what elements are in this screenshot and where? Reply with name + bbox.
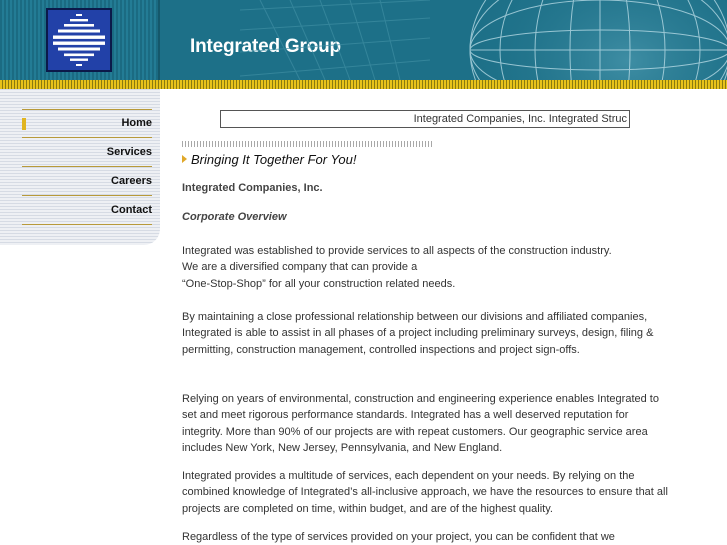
paragraph-line: “One-Stop-Shop” for all your construction related needs.	[182, 277, 456, 290]
grid-graphic-icon	[240, 0, 430, 80]
nav-item-label: Contact	[111, 204, 152, 216]
nav-item-services[interactable]	[22, 139, 152, 167]
paragraph-services: Integrated provides a multitude of services, each dependent on your needs. By relying on the combined knowledge of Integrated’s all-inclusive approach, we have the resources to ensure that all projects are completed on time, within budget, and are of the highest quality.	[182, 470, 668, 515]
company-logo[interactable]	[46, 8, 112, 72]
paragraph-quality: Regardless of the type of services provided on your project, you can be confident that we	[182, 531, 615, 543]
nav-item-contact[interactable]	[22, 197, 152, 225]
paragraph-line: Integrated was established to provide services to all aspects of the construction industry.	[182, 245, 612, 257]
news-ticker[interactable]: Integrated Companies, Inc. Integrated Struc	[220, 110, 630, 128]
site-title: Integrated Group	[190, 36, 341, 57]
left-nav	[0, 89, 160, 245]
nav-item-label: Services	[106, 146, 152, 158]
tagline	[182, 152, 357, 167]
nav-item-label: Careers	[111, 175, 152, 187]
paragraph-line: We are a diversified company that can provide a	[182, 261, 418, 274]
tagline-text: Bringing It Together For You!	[191, 152, 357, 167]
active-marker-icon	[22, 118, 26, 130]
company-name: Integrated Companies, Inc.	[182, 182, 323, 194]
site-header	[0, 0, 727, 80]
header-divider	[158, 0, 160, 80]
header-accent-bar	[0, 80, 727, 89]
nav-item-home[interactable]	[22, 110, 152, 138]
nav-item-label: Home	[121, 117, 152, 129]
section-title: Corporate Overview	[182, 211, 287, 223]
logo-icon	[48, 10, 110, 70]
paragraph-intro	[182, 243, 672, 292]
paragraph-experience: Relying on years of environmental, construction and engineering experience enables Integrated to set and meet rigorous performance standards. Integrated has a well deserved reputation for integrity. More than 90% of our projects are with repeat customers. Our geographic service area includes New York, New Jersey, Pennsylvania, and New England.	[182, 393, 659, 454]
paragraph-relationship: By maintaining a close professional relationship between our divisions and affiliated companies, Integrated is able to assist in all phases of a project including preliminary surveys, design, filing & permitting, construction management, controlled inspections and project sign-offs.	[182, 311, 654, 356]
nav-item-careers[interactable]	[22, 168, 152, 196]
globe-graphic-icon	[430, 0, 727, 80]
dotted-divider	[182, 141, 434, 147]
arrow-right-icon	[182, 155, 187, 163]
